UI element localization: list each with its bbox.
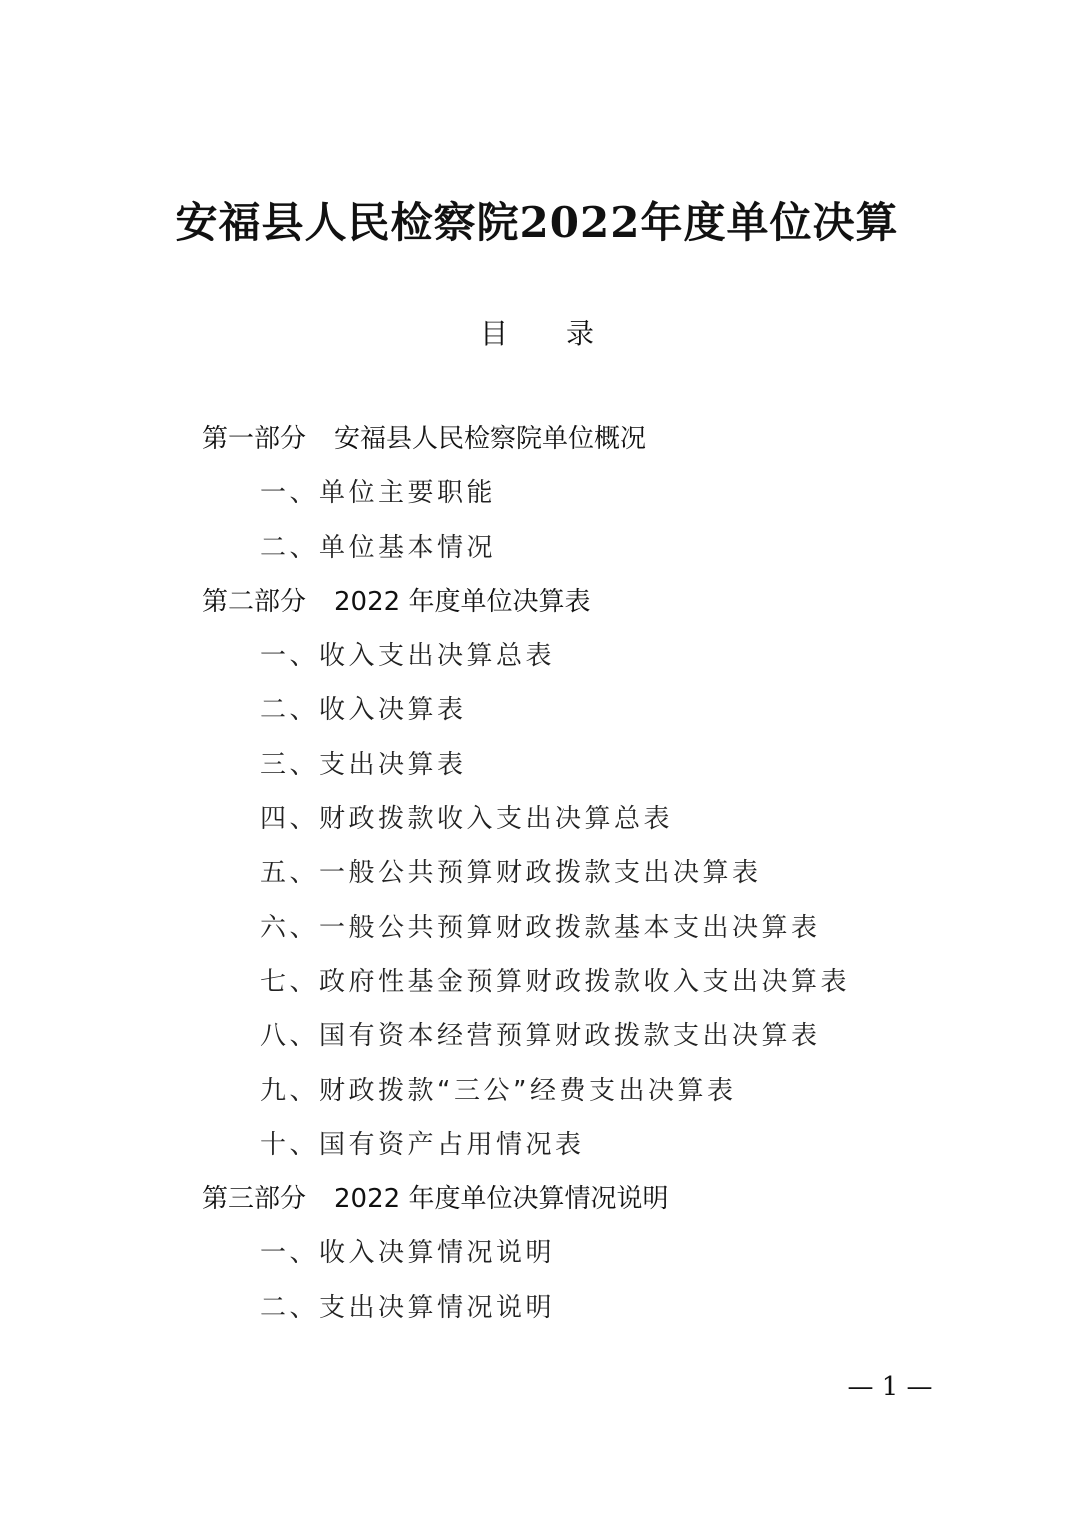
toc-part-label: 第三部分 xyxy=(202,1184,307,1215)
toc-part-label: 第二部分 xyxy=(202,586,307,617)
toc-part-2[interactable] xyxy=(202,575,1002,629)
page-number: — 1 — xyxy=(847,1372,933,1402)
toc-item[interactable]: 一、收入决算情况说明 xyxy=(260,1238,556,1269)
toc-item[interactable]: 五、一般公共预算财政拨款支出决算表 xyxy=(260,858,762,889)
toc-part-1[interactable] xyxy=(202,412,1002,466)
toc-item[interactable]: 一、单位主要职能 xyxy=(260,478,497,509)
toc-item[interactable]: 二、支出决算情况说明 xyxy=(260,1292,556,1323)
table-of-contents xyxy=(202,412,1002,1335)
toc-heading-char-1: 目 xyxy=(479,317,508,350)
toc-heading-char-2: 录 xyxy=(566,317,595,350)
toc-item[interactable]: 三、支出决算表 xyxy=(260,749,467,780)
toc-item[interactable]: 十、国有资产占用情况表 xyxy=(260,1129,585,1160)
toc-part-name: 安福县人民检察院单位概况 xyxy=(334,424,647,454)
toc-part-name: 2022 年度单位决算表 xyxy=(334,586,591,617)
document-title: 安福县人民检察院2022年度单位决算 xyxy=(175,198,899,247)
toc-item[interactable]: 八、国有资本经营预算财政拨款支出决算表 xyxy=(260,1021,821,1052)
toc-part-label: 第一部分 xyxy=(202,424,307,454)
toc-part-3[interactable] xyxy=(202,1172,1002,1226)
toc-item[interactable]: 六、一般公共预算财政拨款基本支出决算表 xyxy=(260,912,821,943)
toc-item[interactable]: 一、收入支出决算总表 xyxy=(260,641,556,672)
toc-item[interactable]: 四、财政拨款收入支出决算总表 xyxy=(260,804,674,835)
toc-part-name: 2022 年度单位决算情况说明 xyxy=(334,1184,669,1215)
toc-item[interactable]: 九、财政拨款“三公”经费支出决算表 xyxy=(260,1075,737,1106)
toc-item[interactable]: 七、政府性基金预算财政拨款收入支出决算表 xyxy=(260,966,851,997)
toc-item[interactable]: 二、单位基本情况 xyxy=(260,532,497,563)
toc-item[interactable]: 二、收入决算表 xyxy=(260,695,467,726)
toc-heading xyxy=(0,312,1074,352)
